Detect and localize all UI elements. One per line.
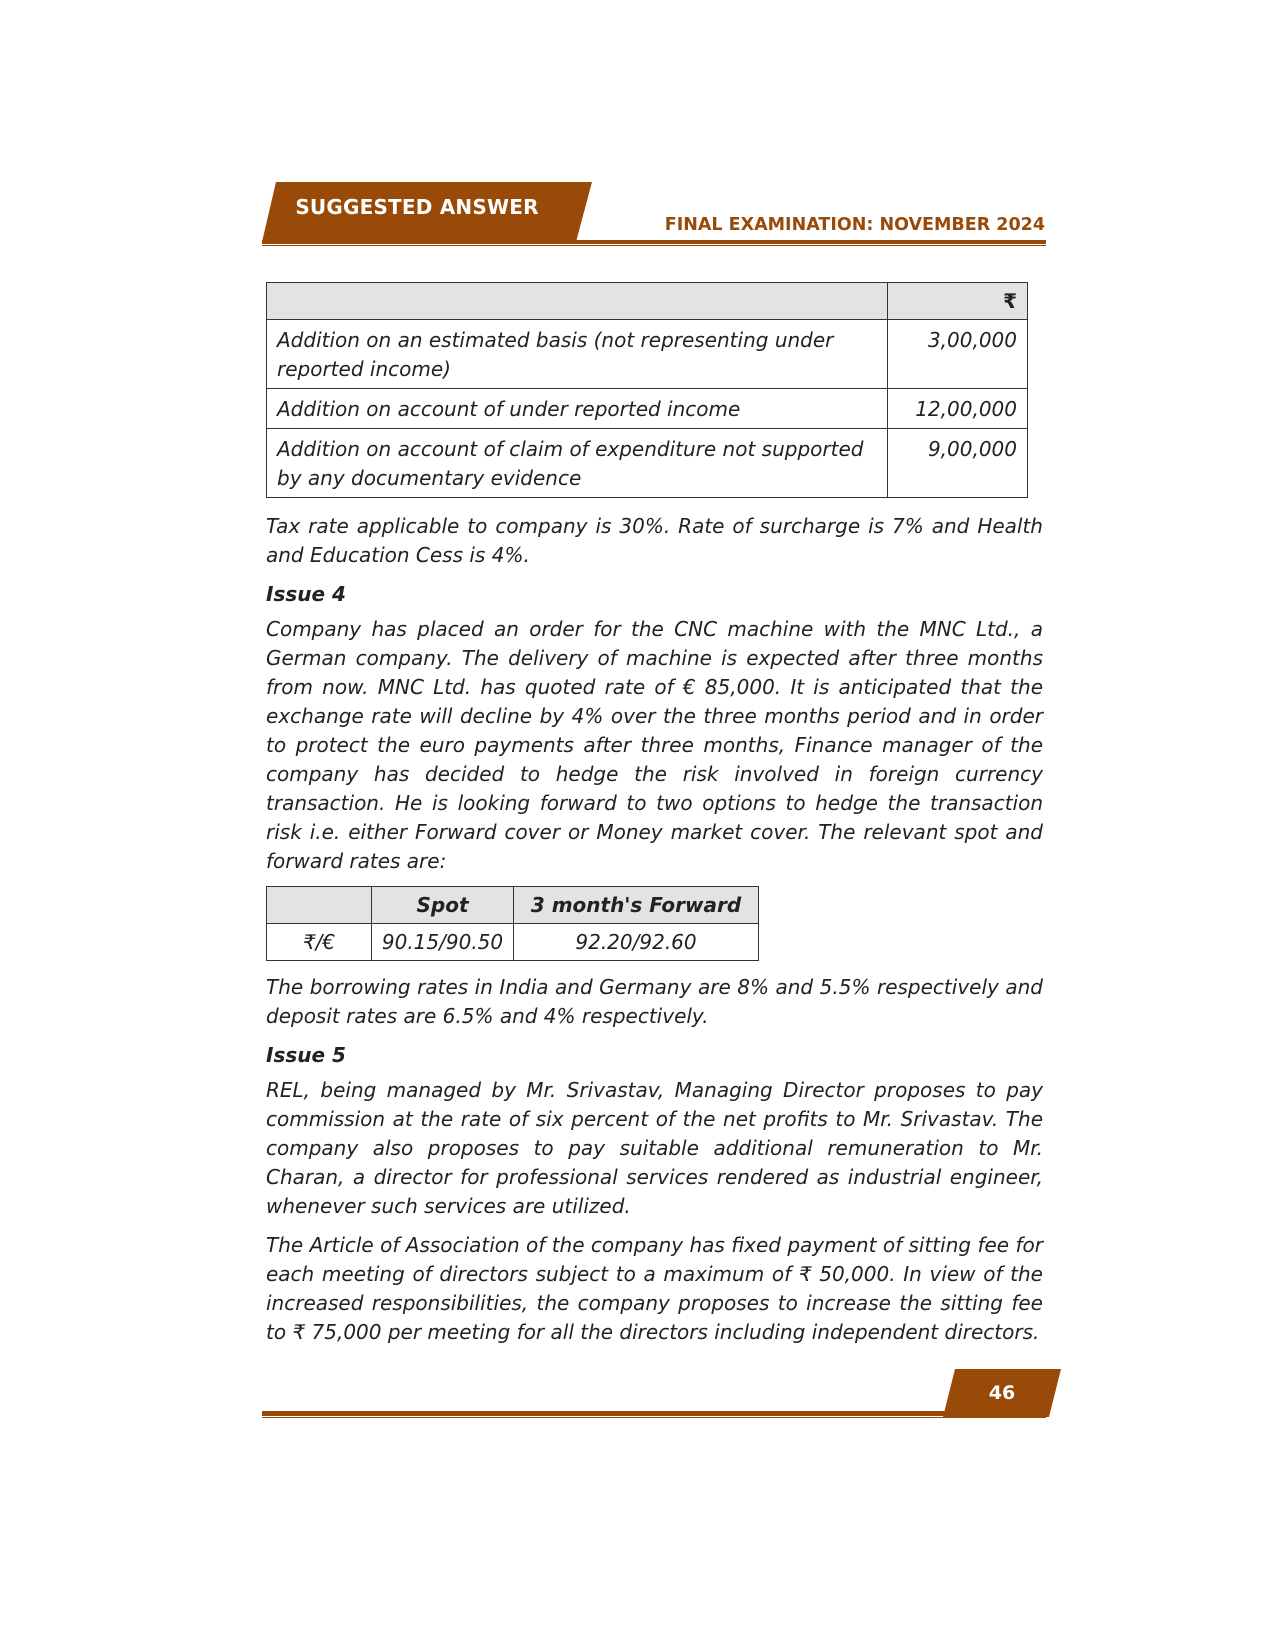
rates-header-blank: [267, 887, 372, 924]
header-rule-thin: [262, 245, 1046, 246]
row-description: Addition on account of claim of expenditure not supported by any documentary evidence: [267, 429, 888, 498]
table-row: [267, 429, 1028, 498]
footer-rule-thin: [262, 1417, 1046, 1418]
row-amount: 9,00,000: [888, 429, 1028, 498]
issue-4-paragraph: Company has placed an order for the CNC machine with the MNC Ltd., a German company. The delivery of machine is expected after three months from now. MNC Ltd. has quoted rate of € 85,000. It is anticipated that the exchange rate will decline by 4% over the three months period and in order to protect the euro payments after three months, Finance manager of the company has decided to hedge the risk involved in foreign currency transaction. He is looking forward to two options to hedge the transaction risk i.e. either Forward cover or Money market cover. The relevant spot and forward rates are:: [266, 617, 1043, 873]
rates-header-forward: 3 month's Forward: [514, 887, 759, 924]
exam-title: FINAL EXAMINATION: NOVEMBER 2024: [664, 215, 1045, 235]
rates-forward-value: 92.20/92.60: [514, 924, 759, 961]
document-body: [266, 282, 1043, 1357]
exchange-rates-table: [266, 886, 759, 961]
issue-4-heading: Issue 4: [266, 582, 346, 606]
rates-header-spot: Spot: [372, 887, 514, 924]
header-label: SUGGESTED ANSWER: [295, 195, 539, 219]
additions-table: [266, 282, 1028, 498]
tax-rate-paragraph: Tax rate applicable to company is 30%. Rate of surcharge is 7% and Health and Education Cess is 4%.: [266, 514, 1043, 567]
rates-currency-pair: ₹/€: [267, 924, 372, 961]
row-amount: 3,00,000: [888, 320, 1028, 389]
header-rule: [262, 240, 1046, 244]
row-amount: 12,00,000: [888, 389, 1028, 429]
rates-spot-value: 90.15/90.50: [372, 924, 514, 961]
table-row: [267, 924, 759, 961]
additions-table-header: [267, 283, 1028, 320]
borrowing-rates-paragraph: The borrowing rates in India and Germany are 8% and 5.5% respectively and deposit rates are 6.5% and 4% respectively.: [266, 975, 1043, 1028]
rates-table-header: [267, 887, 759, 924]
table-row: [267, 389, 1028, 429]
row-description: Addition on account of under reported income: [267, 389, 888, 429]
issue-5-paragraph-2: The Article of Association of the company has fixed payment of sitting fee for each meeting of directors subject to a maximum of ₹ 50,000. In view of the increased responsibilities, the company proposes to increase the sitting fee to ₹ 75,000 per meeting for all the directors including independent directors.: [266, 1233, 1043, 1344]
footer-rule: [262, 1411, 1046, 1416]
currency-header: ₹: [888, 283, 1028, 320]
page-number: 46: [988, 1382, 1016, 1404]
row-description: Addition on an estimated basis (not representing under reported income): [267, 320, 888, 389]
header-blank-cell: [267, 283, 888, 320]
issue-5-heading: Issue 5: [266, 1043, 346, 1067]
table-row: [267, 320, 1028, 389]
issue-5-paragraph-1: REL, being managed by Mr. Srivastav, Managing Director proposes to pay commission at the rate of six percent of the net profits to Mr. Srivastav. The company also proposes to pay suitable additional remuneration to Mr. Charan, a director for professional services rendered as industrial engineer, whenever such services are utilized.: [266, 1078, 1043, 1218]
